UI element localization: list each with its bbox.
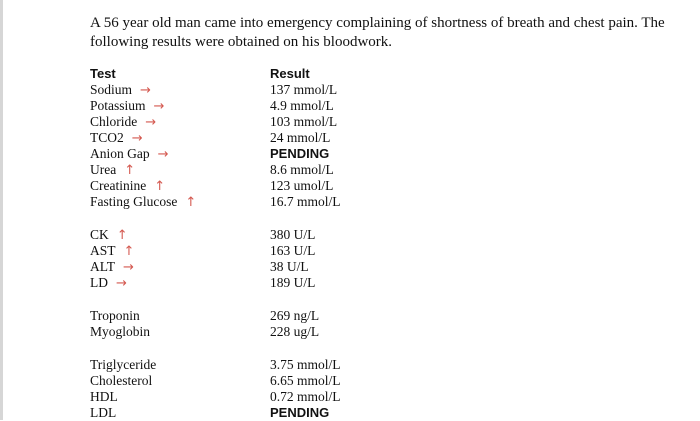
test-label: Urea: [90, 162, 117, 177]
test-name: [90, 243, 134, 260]
test-result: 0.72 mmol/L: [270, 389, 341, 404]
arrow-up-icon: ↑: [123, 244, 135, 259]
test-label: Creatinine: [90, 178, 147, 193]
table-row: [90, 114, 530, 130]
table-row: [90, 373, 530, 389]
test-result: 269 ng/L: [270, 308, 320, 323]
arrow-right-icon: →: [153, 99, 165, 114]
test-name: [90, 178, 165, 195]
bloodwork-table: [90, 66, 530, 421]
test-result: 228 ug/L: [270, 324, 320, 339]
test-name: [90, 405, 116, 421]
arrow-right-icon: →: [131, 131, 143, 146]
test-result: 8.6 mmol/L: [270, 162, 334, 177]
arrow-right-icon: →: [140, 83, 151, 98]
test-name: [90, 130, 143, 147]
test-label: HDL: [90, 389, 118, 404]
arrow-up-icon: ↑: [124, 163, 136, 178]
test-name: [90, 227, 128, 244]
table-body: [90, 82, 530, 421]
arrow-up-icon: ↑: [185, 195, 197, 210]
test-result: PENDING: [270, 146, 330, 161]
test-label: AST: [90, 243, 116, 258]
test-label: Sodium: [90, 82, 133, 97]
test-result: 4.9 mmol/L: [270, 98, 334, 113]
test-result: PENDING: [270, 405, 330, 420]
test-result: 16.7 mmol/L: [270, 194, 341, 209]
test-label: Fasting Glucose: [90, 194, 178, 209]
table-row: [90, 98, 530, 114]
test-name: [90, 146, 169, 163]
case-description: A 56 year old man came into emergency complaining of shortness of breath and chest pain. The following results were obtained on his bloodwork.: [90, 15, 665, 50]
test-result: 103 mmol/L: [270, 114, 338, 129]
test-label: Troponin: [90, 308, 140, 323]
arrow-right-icon: →: [157, 147, 169, 162]
result-column-header: Result: [270, 66, 310, 81]
test-result: 123 umol/L: [270, 178, 334, 193]
table-row: [90, 82, 530, 98]
test-result: 24 mmol/L: [270, 130, 331, 145]
table-row: [90, 405, 530, 421]
test-label: Myoglobin: [90, 324, 151, 339]
test-name: [90, 308, 140, 324]
test-name: [90, 357, 156, 373]
table-row: [90, 194, 530, 210]
table-row: [90, 243, 530, 259]
table-row: [90, 357, 530, 373]
arrow-right-icon: →: [116, 276, 127, 291]
table-row: [90, 227, 530, 243]
test-result: 6.65 mmol/L: [270, 373, 341, 388]
test-name: [90, 114, 156, 131]
test-label: TCO2: [90, 130, 124, 145]
test-result: 3.75 mmol/L: [270, 357, 341, 372]
test-label: Potassium: [90, 98, 146, 113]
test-name: [90, 82, 151, 99]
test-name: [90, 275, 127, 292]
table-row: [90, 324, 530, 340]
test-label: LD: [90, 275, 108, 290]
test-result: 189 U/L: [270, 275, 316, 290]
table-header: [90, 66, 530, 82]
test-result: 137 mmol/L: [270, 82, 338, 97]
test-name: [90, 389, 118, 405]
arrow-right-icon: →: [145, 115, 157, 130]
table-row: [90, 130, 530, 146]
table-row: [90, 308, 530, 324]
test-result: 163 U/L: [270, 243, 316, 258]
test-name: [90, 373, 152, 389]
test-name: [90, 259, 134, 276]
table-row: [90, 259, 530, 275]
test-name: [90, 162, 135, 179]
test-name: [90, 194, 196, 211]
arrow-up-icon: ↑: [116, 228, 128, 243]
arrow-right-icon: →: [123, 260, 134, 275]
test-label: Cholesterol: [90, 373, 153, 388]
test-result: 380 U/L: [270, 227, 316, 242]
test-name: [90, 324, 150, 340]
test-label: Chloride: [90, 114, 138, 129]
table-row: [90, 146, 530, 162]
test-label: Triglyceride: [90, 357, 157, 372]
test-label: ALT: [90, 259, 116, 274]
table-row: [90, 389, 530, 405]
test-label: LDL: [90, 405, 117, 420]
table-row: [90, 162, 530, 178]
test-label: Anion Gap: [90, 146, 150, 161]
test-label: CK: [90, 227, 109, 242]
arrow-up-icon: ↑: [154, 179, 166, 194]
left-border: [0, 0, 3, 420]
table-row: [90, 275, 530, 291]
table-row: [90, 178, 530, 194]
test-result: 38 U/L: [270, 259, 309, 274]
test-name: [90, 98, 164, 115]
test-column-header: Test: [90, 66, 116, 81]
